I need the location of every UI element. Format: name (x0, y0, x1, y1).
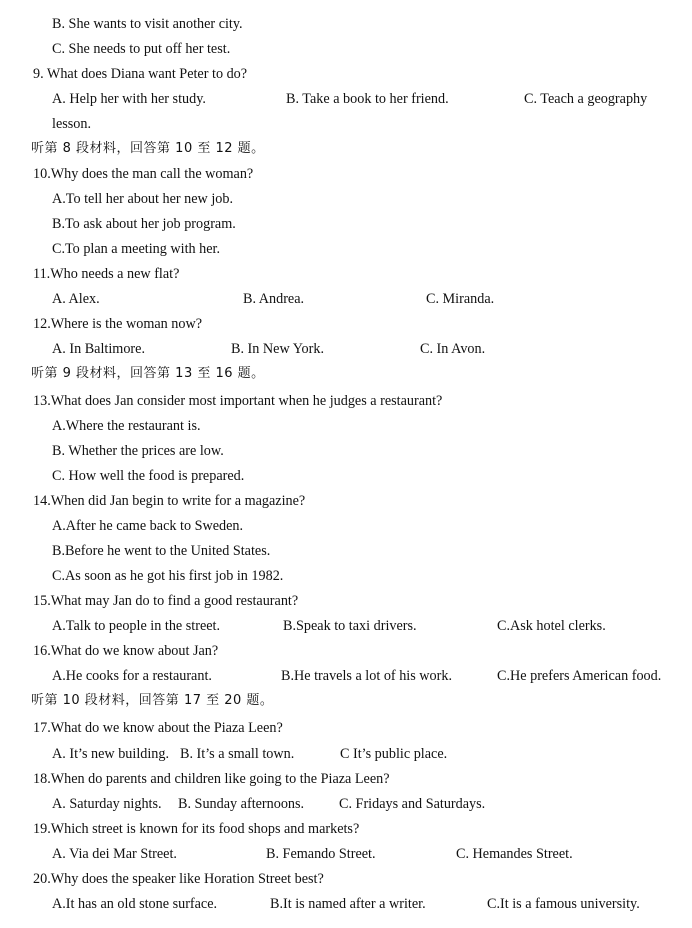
option-18c: C. Fridays and Saturdays. (339, 796, 486, 812)
question-12: 12.Where is the woman now? (33, 316, 203, 332)
section-heading-8: 听第 8 段材料，回答第 10 至 12 题。 (31, 141, 265, 156)
option-17a: A. It’s new building. (52, 746, 170, 762)
option-11a: A. Alex. (52, 291, 100, 307)
option-14c: C.As soon as he got his first job in 1982. (52, 568, 284, 584)
option-12a: A. In Baltimore. (52, 341, 145, 357)
option-18a: A. Saturday nights. (52, 796, 162, 812)
question-10: 10.Why does the man call the woman? (33, 166, 254, 182)
option-9b: B. Take a book to her friend. (286, 91, 449, 107)
option-12b: B. In New York. (231, 341, 325, 357)
question-14: 14.When did Jan begin to write for a magazine? (33, 493, 306, 509)
option-10b: B.To ask about her job program. (52, 216, 236, 232)
option-8c: C. She needs to put off her test. (52, 41, 231, 57)
option-13b: B. Whether the prices are low. (52, 443, 224, 459)
question-13: 13.What does Jan consider most important when he judges a restaurant? (33, 393, 443, 409)
option-19c: C. Hemandes Street. (456, 846, 573, 862)
option-15c: C.Ask hotel clerks. (497, 618, 606, 634)
option-19a: A. Via dei Mar Street. (52, 846, 177, 862)
question-15: 15.What may Jan do to find a good restaurant? (33, 593, 299, 609)
section-heading-10: 听第 10 段材料，回答第 17 至 20 题。 (31, 693, 274, 708)
option-11c: C. Miranda. (426, 291, 495, 307)
option-13a: A.Where the restaurant is. (52, 418, 201, 434)
option-10a: A.To tell her about her new job. (52, 191, 234, 207)
question-19: 19.Which street is known for its food shops and markets? (33, 821, 360, 837)
question-17: 17.What do we know about the Piaza Leen? (33, 720, 283, 736)
question-20: 20.Why does the speaker like Horation Street best? (33, 871, 324, 887)
option-9c-continued: lesson. (52, 116, 92, 132)
option-12c: C. In Avon. (420, 341, 486, 357)
option-9a: A. Help her with her study. (52, 91, 206, 107)
option-17c: C It’s public place. (340, 746, 448, 762)
option-14a: A.After he came back to Sweden. (52, 518, 244, 534)
question-18: 18.When do parents and children like going to the Piaza Leen? (33, 771, 390, 787)
option-15b: B.Speak to taxi drivers. (283, 618, 417, 634)
option-9c: C. Teach a geography (524, 91, 648, 107)
option-15a: A.Talk to people in the street. (52, 618, 221, 634)
option-10c: C.To plan a meeting with her. (52, 241, 221, 257)
option-20c: C.It is a famous university. (487, 896, 640, 912)
option-19b: B. Femando Street. (266, 846, 376, 862)
option-11b: B. Andrea. (243, 291, 305, 307)
option-17b: B. It’s a small town. (180, 746, 295, 762)
option-20b: B.It is named after a writer. (270, 896, 426, 912)
option-8b: B. She wants to visit another city. (52, 16, 243, 32)
option-16c: C.He prefers American food. (497, 668, 662, 684)
question-9: 9. What does Diana want Peter to do? (33, 66, 248, 82)
option-13c: C. How well the food is prepared. (52, 468, 245, 484)
option-20a: A.It has an old stone surface. (52, 896, 218, 912)
option-14b: B.Before he went to the United States. (52, 543, 271, 559)
question-11: 11.Who needs a new flat? (33, 266, 180, 282)
option-16b: B.He travels a lot of his work. (281, 668, 453, 684)
option-18b: B. Sunday afternoons. (178, 796, 305, 812)
section-heading-9: 听第 9 段材料，回答第 13 至 16 题。 (31, 366, 265, 381)
option-16a: A.He cooks for a restaurant. (52, 668, 212, 684)
question-16: 16.What do we know about Jan? (33, 643, 219, 659)
